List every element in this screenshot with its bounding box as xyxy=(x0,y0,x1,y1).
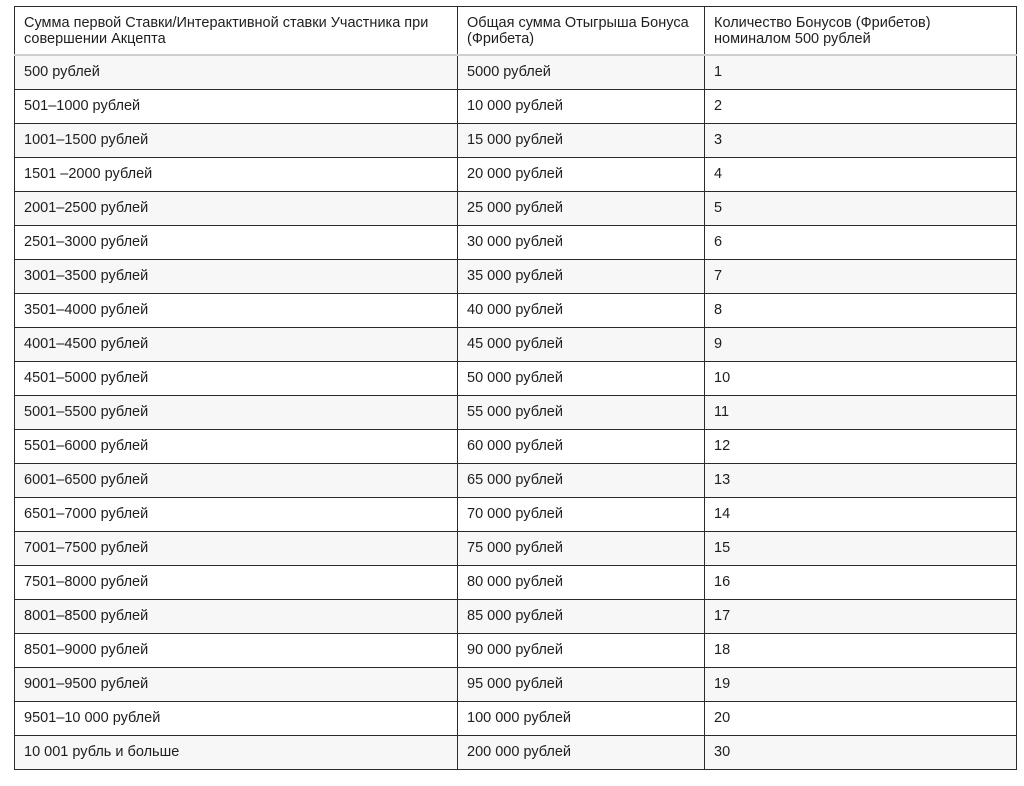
cell-bet-amount: 6001–6500 рублей xyxy=(15,463,458,497)
cell-freebets: 4 xyxy=(705,157,1017,191)
table-row xyxy=(15,599,1017,633)
cell-bet-amount: 10 001 рубль и больше xyxy=(15,735,458,769)
cell-wagering: 55 000 рублей xyxy=(458,395,705,429)
cell-wagering: 60 000 рублей xyxy=(458,429,705,463)
header-wagering-total: Общая сумма Отыгрыша Бонуса (Фрибета) xyxy=(458,7,705,55)
cell-freebets: 20 xyxy=(705,701,1017,735)
cell-bet-amount: 9501–10 000 рублей xyxy=(15,701,458,735)
cell-bet-amount: 3501–4000 рублей xyxy=(15,293,458,327)
cell-freebets: 10 xyxy=(705,361,1017,395)
cell-wagering: 65 000 рублей xyxy=(458,463,705,497)
cell-freebets: 13 xyxy=(705,463,1017,497)
table-row xyxy=(15,531,1017,565)
table-row xyxy=(15,429,1017,463)
table-row xyxy=(15,157,1017,191)
cell-freebets: 11 xyxy=(705,395,1017,429)
cell-bet-amount: 1001–1500 рублей xyxy=(15,123,458,157)
cell-freebets: 3 xyxy=(705,123,1017,157)
table-row xyxy=(15,497,1017,531)
cell-wagering: 45 000 рублей xyxy=(458,327,705,361)
cell-wagering: 5000 рублей xyxy=(458,55,705,90)
cell-bet-amount: 501–1000 рублей xyxy=(15,89,458,123)
cell-bet-amount: 2501–3000 рублей xyxy=(15,225,458,259)
cell-freebets: 2 xyxy=(705,89,1017,123)
cell-freebets: 5 xyxy=(705,191,1017,225)
cell-wagering: 100 000 рублей xyxy=(458,701,705,735)
table-row xyxy=(15,293,1017,327)
cell-wagering: 35 000 рублей xyxy=(458,259,705,293)
cell-wagering: 20 000 рублей xyxy=(458,157,705,191)
cell-wagering: 30 000 рублей xyxy=(458,225,705,259)
cell-wagering: 10 000 рублей xyxy=(458,89,705,123)
table-row xyxy=(15,55,1017,90)
table-row xyxy=(15,735,1017,769)
cell-bet-amount: 6501–7000 рублей xyxy=(15,497,458,531)
cell-freebets: 30 xyxy=(705,735,1017,769)
cell-wagering: 90 000 рублей xyxy=(458,633,705,667)
table-row xyxy=(15,565,1017,599)
header-first-bet-amount: Сумма первой Ставки/Интерактивной ставки Участника при совершении Акцепта xyxy=(15,7,458,55)
header-row xyxy=(15,7,1017,55)
cell-freebets: 15 xyxy=(705,531,1017,565)
table-row xyxy=(15,327,1017,361)
cell-bet-amount: 8001–8500 рублей xyxy=(15,599,458,633)
cell-freebets: 16 xyxy=(705,565,1017,599)
cell-wagering: 80 000 рублей xyxy=(458,565,705,599)
cell-freebets: 12 xyxy=(705,429,1017,463)
cell-wagering: 85 000 рублей xyxy=(458,599,705,633)
cell-wagering: 75 000 рублей xyxy=(458,531,705,565)
table-row xyxy=(15,259,1017,293)
table-body xyxy=(15,55,1017,770)
table-row xyxy=(15,191,1017,225)
cell-bet-amount: 5501–6000 рублей xyxy=(15,429,458,463)
cell-bet-amount: 4001–4500 рублей xyxy=(15,327,458,361)
cell-bet-amount: 7501–8000 рублей xyxy=(15,565,458,599)
cell-freebets: 7 xyxy=(705,259,1017,293)
cell-freebets: 14 xyxy=(705,497,1017,531)
cell-wagering: 70 000 рублей xyxy=(458,497,705,531)
cell-bet-amount: 500 рублей xyxy=(15,55,458,90)
cell-freebets: 9 xyxy=(705,327,1017,361)
bonus-table-container xyxy=(14,6,1016,770)
table-row xyxy=(15,463,1017,497)
cell-bet-amount: 7001–7500 рублей xyxy=(15,531,458,565)
cell-wagering: 50 000 рублей xyxy=(458,361,705,395)
cell-wagering: 15 000 рублей xyxy=(458,123,705,157)
cell-freebets: 8 xyxy=(705,293,1017,327)
table-row xyxy=(15,361,1017,395)
cell-bet-amount: 8501–9000 рублей xyxy=(15,633,458,667)
table-header xyxy=(15,7,1017,55)
cell-wagering: 200 000 рублей xyxy=(458,735,705,769)
table-row xyxy=(15,395,1017,429)
cell-freebets: 19 xyxy=(705,667,1017,701)
table-row xyxy=(15,225,1017,259)
cell-wagering: 40 000 рублей xyxy=(458,293,705,327)
bonus-table xyxy=(14,6,1017,770)
cell-bet-amount: 1501 –2000 рублей xyxy=(15,157,458,191)
header-freebet-count: Количество Бонусов (Фрибетов) номиналом 500 рублей xyxy=(705,7,1017,55)
cell-bet-amount: 4501–5000 рублей xyxy=(15,361,458,395)
cell-freebets: 1 xyxy=(705,55,1017,90)
table-row xyxy=(15,89,1017,123)
cell-wagering: 95 000 рублей xyxy=(458,667,705,701)
table-row xyxy=(15,633,1017,667)
cell-freebets: 18 xyxy=(705,633,1017,667)
table-row xyxy=(15,667,1017,701)
cell-bet-amount: 9001–9500 рублей xyxy=(15,667,458,701)
table-row xyxy=(15,701,1017,735)
cell-bet-amount: 2001–2500 рублей xyxy=(15,191,458,225)
cell-wagering: 25 000 рублей xyxy=(458,191,705,225)
cell-freebets: 17 xyxy=(705,599,1017,633)
cell-bet-amount: 5001–5500 рублей xyxy=(15,395,458,429)
cell-bet-amount: 3001–3500 рублей xyxy=(15,259,458,293)
table-row xyxy=(15,123,1017,157)
cell-freebets: 6 xyxy=(705,225,1017,259)
